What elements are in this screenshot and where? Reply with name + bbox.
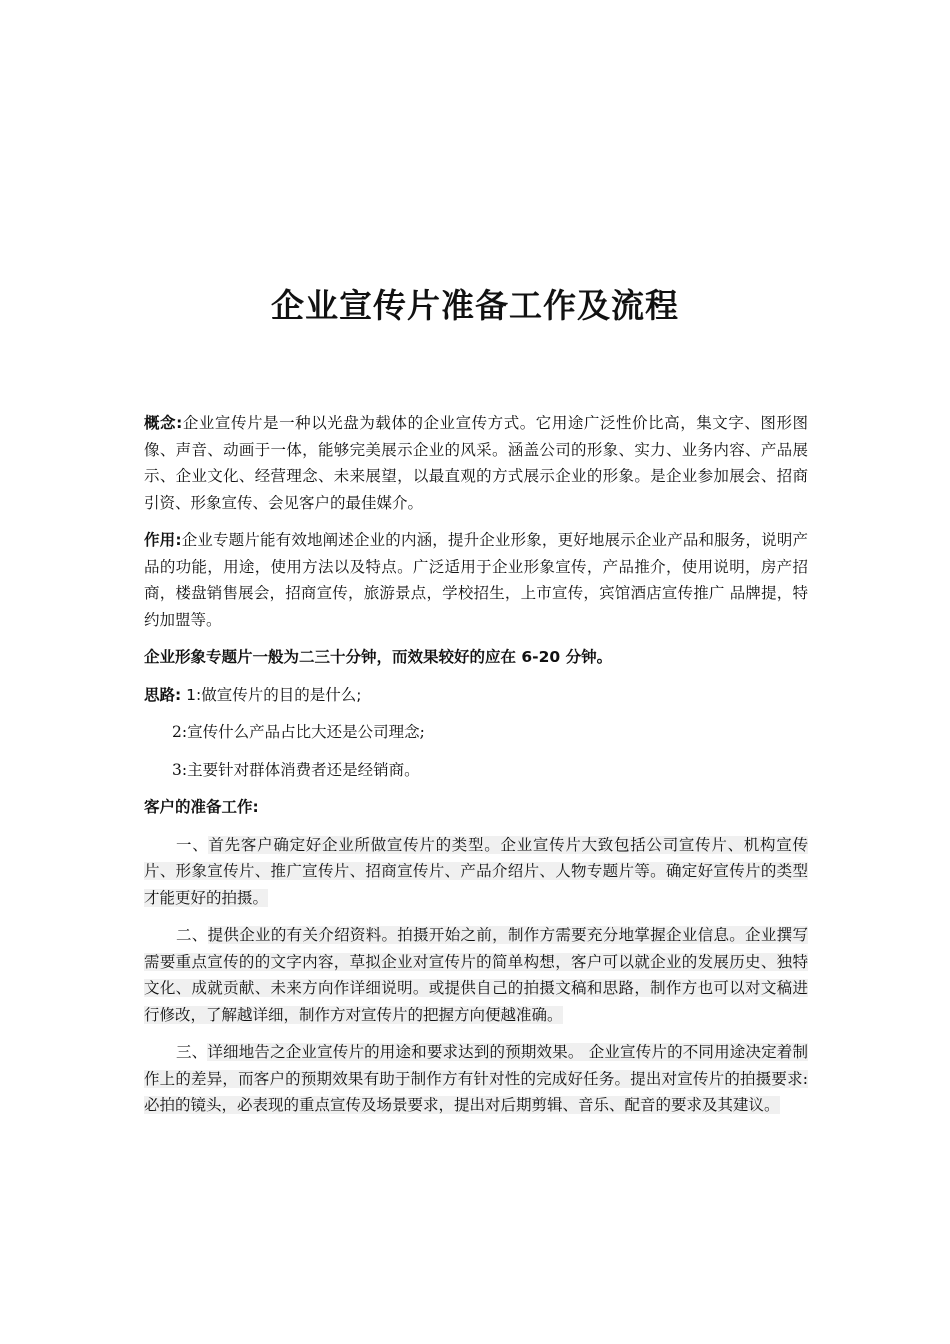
document-title: 企业宣传片准备工作及流程 [271, 286, 679, 325]
concept-paragraph [144, 410, 808, 516]
approach-label: 思路: [144, 685, 182, 704]
client-prep-step-2 [144, 922, 808, 1028]
approach-paragraph [144, 682, 808, 709]
client-prep-heading: 客户的准备工作: [144, 798, 259, 816]
step-2-text: 提供企业的有关介绍资料。拍摄开始之前，制作方需要充分地掌握企业信息。企业撰写需要重点宣传的的文字内容，草拟企业对宣传片的简单构想，客户可以就企业的发展历史、独特文化、成就贡献、未来方向作详细说明。或提供自己的拍摄文稿和思路，制作方也可以对文稿进行修改，了解越详细，制作方对宣传片的把握方向便越准确。 [144, 926, 808, 1024]
step-3-text: 详细地告之企业宣传片的用途和要求达到的预期效果。 企业宣传片的不同用途决定着制作上的差异，而客户的预期效果有助于制作方有针对性的完成好任务。提出对宣传片的拍摄要求:必拍的镜头，必表现的重点宣传及场景要求，提出对后期剪辑、音乐、配音的要求及其建议。 [144, 1043, 808, 1114]
approach-item-3: 3:主要针对群体消费者还是经销商。 [172, 760, 420, 779]
client-prep-step-3 [144, 1039, 808, 1119]
approach-item-2: 2:宣传什么产品占比大还是公司理念; [172, 723, 425, 741]
document-body [144, 410, 808, 1130]
step-2-prefix: 二、 [176, 926, 208, 944]
client-prep-step-1 [144, 832, 808, 912]
function-label: 作用: [144, 531, 182, 549]
function-text: 企业专题片能有效地阐述企业的内涵，提升企业形象，更好地展示企业产品和服务，说明产品的功能，用途，使用方法以及特点。广泛适用于企业形象宣传，产品推介，使用说明，房产招商，楼盘销售展会，招商宣传，旅游景点，学校招生，上市宣传，宾馆酒店宣传推广 品牌提，特约加盟等。 [144, 531, 808, 629]
step-3-prefix: 三、 [176, 1043, 208, 1061]
duration-note: 企业形象专题片一般为二三十分钟，而效果较好的应在 6-20 分钟。 [144, 648, 613, 666]
step-1-prefix: 一、 [176, 835, 209, 854]
function-paragraph [144, 527, 808, 633]
approach-item-1: 1:做宣传片的目的是什么; [186, 685, 362, 704]
concept-label: 概念: [144, 414, 183, 432]
concept-text: 企业宣传片是一种以光盘为载体的企业宣传方式。它用途广泛性价比高，集文字、图形图像、声音、动画于一体，能够完美展示企业的风采。涵盖公司的形象、实力、业务内容、产品展示、企业文化、经营理念、未来展望，以最直观的方式展示企业的形象。是企业参加展会、招商引资、形象宣传、会见客户的最佳媒介。 [144, 414, 808, 512]
step-1-text: 首先客户确定好企业所做宣传片的类型。企业宣传片大致包括公司宣传片、机构宣传片、形象宣传片、推广宣传片、招商宣传片、产品介绍片、人物专题片等。确定好宣传片的类型才能更好的拍摄。 [144, 835, 808, 907]
